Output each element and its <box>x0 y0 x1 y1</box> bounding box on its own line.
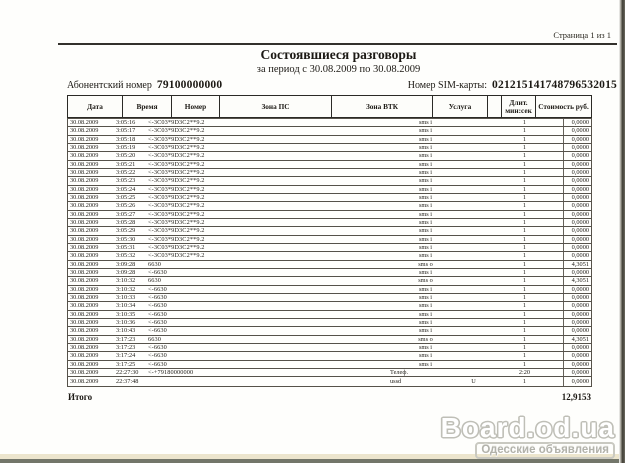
cell-service: sms i <box>418 119 433 127</box>
cell-service: sms i <box>418 243 433 251</box>
table-row <box>68 144 591 152</box>
table-row <box>68 219 591 227</box>
table-header-row <box>67 95 592 118</box>
cell-duration: 1 <box>522 160 527 168</box>
table-row <box>68 352 591 360</box>
table-row <box>68 202 591 210</box>
cell-time: 3:05:29 <box>116 227 136 235</box>
cell-number: 6630 <box>148 335 161 343</box>
cell-service: sms o <box>418 277 433 285</box>
cell-time: 3:05:18 <box>116 135 136 143</box>
column-header <box>488 96 502 117</box>
cell-time: 3:05:22 <box>116 168 136 176</box>
page-number-label: Страница 1 из 1 <box>553 30 611 40</box>
cell-cost: 0,0000 <box>563 169 591 176</box>
cell-service: sms i <box>418 193 433 201</box>
table-row <box>68 286 591 294</box>
column-header: Зона ПС <box>220 96 332 117</box>
cell-duration: 1 <box>522 227 527 235</box>
cell-service: sms i <box>418 235 433 243</box>
cell-number: <-3C03*9D3C2**9.2 <box>148 243 205 251</box>
cell-service: sms i <box>418 202 433 210</box>
cell-cost: 0,0000 <box>563 252 591 259</box>
table-row <box>68 177 591 185</box>
cell-cost: 0,0000 <box>563 327 591 334</box>
cell-cost: 0,0000 <box>563 236 591 243</box>
cell-cost: 0,0000 <box>563 369 591 376</box>
cell-time: 3:09:28 <box>116 260 136 268</box>
table-row <box>68 169 591 177</box>
cell-time: 22:27:30 <box>116 368 139 376</box>
table-row <box>68 186 591 194</box>
cell-number: 6630 <box>148 277 161 285</box>
cell-number: <-3C03*9D3C2**9.2 <box>148 185 205 193</box>
cell-time: 3:05:30 <box>116 235 136 243</box>
table-row <box>68 369 591 377</box>
cell-duration: 1 <box>522 252 527 260</box>
cell-date: 30.08.2009 <box>70 168 99 176</box>
cell-service: sms i <box>418 144 433 151</box>
cell-cost: 0,0000 <box>563 286 591 293</box>
cell-service: sms i <box>418 327 433 335</box>
table-row <box>68 377 591 385</box>
cell-date: 30.08.2009 <box>70 368 99 376</box>
cell-number: <-6630 <box>148 268 167 276</box>
report-period: за период с 30.08.2009 по 30.08.2009 <box>256 64 421 75</box>
cell-cost: 4,3051 <box>563 277 591 284</box>
cell-date: 30.08.2009 <box>70 193 99 201</box>
cell-flag: U <box>471 377 476 385</box>
cell-duration: 1 <box>522 327 527 335</box>
cell-cost: 0,0000 <box>563 202 591 209</box>
cell-duration: 1 <box>522 343 527 351</box>
cell-date: 30.08.2009 <box>70 119 99 127</box>
cell-duration: 1 <box>522 144 527 151</box>
cell-cost: 0,0000 <box>563 177 591 184</box>
table-row <box>68 319 591 327</box>
cell-date: 30.08.2009 <box>70 185 99 193</box>
cell-service: sms i <box>418 310 433 318</box>
cell-time: 3:05:28 <box>116 218 136 226</box>
cell-date: 30.08.2009 <box>70 177 99 185</box>
cell-time: 3:17:23 <box>116 343 136 351</box>
cell-date: 30.08.2009 <box>70 360 99 368</box>
cell-cost: 0,0000 <box>563 269 591 276</box>
cell-date: 30.08.2009 <box>70 260 99 268</box>
cell-duration: 1 <box>522 260 527 268</box>
table-row <box>68 119 591 127</box>
cell-time: 3:05:16 <box>116 119 136 127</box>
cell-number: <-3C03*9D3C2**9.2 <box>148 144 205 151</box>
subscriber-number <box>67 79 222 91</box>
cell-time: 3:10:36 <box>116 318 136 326</box>
column-header: Зона ВТК <box>332 96 433 117</box>
cell-cost: 4,3051 <box>563 261 591 268</box>
sim-number-label: Номер SIM-карты: <box>407 80 488 91</box>
cell-number: <-3C03*9D3C2**9.2 <box>148 252 205 260</box>
cell-number: <-6630 <box>148 343 167 351</box>
cell-date: 30.08.2009 <box>70 144 99 151</box>
cell-time: 3:05:32 <box>116 252 136 260</box>
cell-duration: 1 <box>522 335 527 343</box>
table-row <box>68 236 591 244</box>
cell-cost: 0,0000 <box>563 152 591 159</box>
table-row <box>68 244 591 252</box>
subscriber-number-label: Абонентский номер <box>67 80 152 91</box>
cell-duration: 1 <box>522 318 527 326</box>
cell-number: <-6630 <box>148 318 167 326</box>
cell-cost: 0,0000 <box>563 194 591 201</box>
cell-time: 3:10:32 <box>116 277 136 285</box>
cell-date: 30.08.2009 <box>70 310 99 318</box>
account-line <box>67 79 617 91</box>
cell-cost: 0,0000 <box>563 136 591 143</box>
cell-duration: 1 <box>522 119 527 127</box>
table-row <box>68 361 591 369</box>
cell-cost: 0,0000 <box>563 119 591 126</box>
cell-time: 3:05:20 <box>116 152 136 160</box>
cell-number: <-6630 <box>148 310 167 318</box>
cell-time: 3:05:21 <box>116 160 136 168</box>
cell-number: <-6630 <box>148 293 167 301</box>
cell-cost: 0,0000 <box>563 311 591 318</box>
cell-cost: 0,0000 <box>563 377 591 385</box>
cell-service: Телеф. <box>390 368 409 376</box>
cell-duration: 1 <box>522 285 527 293</box>
cell-number: <-6630 <box>148 302 167 310</box>
total-value: 12,9153 <box>561 392 591 402</box>
cell-time: 3:05:17 <box>116 127 136 135</box>
table-row <box>68 161 591 169</box>
subscriber-number-value: 79100000000 <box>156 79 223 91</box>
cell-number: <-3C03*9D3C2**9.2 <box>148 177 205 185</box>
cell-service: sms i <box>418 135 433 143</box>
cell-number: <-6630 <box>148 327 167 335</box>
cell-duration: 1 <box>522 352 527 360</box>
sim-number-value: 021215141748796532015 <box>492 79 617 91</box>
cell-date: 30.08.2009 <box>70 135 99 143</box>
table-row <box>68 261 591 269</box>
cell-date: 30.08.2009 <box>70 318 99 326</box>
cell-time: 3:10:32 <box>116 285 136 293</box>
cell-date: 30.08.2009 <box>70 285 99 293</box>
cell-number: <-3C03*9D3C2**9.2 <box>148 119 205 127</box>
cell-duration: 1 <box>522 168 527 176</box>
table-row <box>68 269 591 277</box>
cell-time: 3:05:24 <box>116 185 136 193</box>
table-row <box>68 152 591 160</box>
cell-time: 3:10:33 <box>116 293 136 301</box>
table-row <box>68 294 591 302</box>
cell-duration: 1 <box>522 152 527 160</box>
cell-duration: 1 <box>522 193 527 201</box>
table-row <box>68 227 591 235</box>
cell-date: 30.08.2009 <box>70 227 99 235</box>
cell-cost: 4,3051 <box>563 336 591 343</box>
cell-time: 3:05:23 <box>116 177 136 185</box>
cell-cost: 0,0000 <box>563 144 591 151</box>
cell-cost: 0,0000 <box>563 302 591 309</box>
cell-duration: 1 <box>522 185 527 193</box>
table-row <box>68 277 591 285</box>
cell-service: sms i <box>418 127 433 135</box>
cell-number: <-3C03*9D3C2**9.2 <box>148 235 205 243</box>
cell-duration: 1 <box>522 177 527 185</box>
cell-number: <-3C03*9D3C2**9.2 <box>148 202 205 210</box>
table-row <box>68 194 591 202</box>
watermark-site-logo: Board.od.ua <box>440 412 615 443</box>
column-header: Услуга <box>433 96 488 117</box>
table-row <box>68 136 591 144</box>
cell-date: 30.08.2009 <box>70 335 99 343</box>
cell-service: sms i <box>418 185 433 193</box>
table-row <box>68 344 591 352</box>
cell-date: 30.08.2009 <box>70 218 99 226</box>
cell-cost: 0,0000 <box>563 219 591 226</box>
cell-date: 30.08.2009 <box>70 243 99 251</box>
cell-time: 3:05:26 <box>116 202 136 210</box>
cell-number: <-3C03*9D3C2**9.2 <box>148 135 205 143</box>
cell-date: 30.08.2009 <box>70 210 99 218</box>
cell-date: 30.08.2009 <box>70 377 99 385</box>
cell-duration: 2:20 <box>518 368 531 376</box>
cell-time: 3:10:43 <box>116 327 136 335</box>
cell-number: <-3C03*9D3C2**9.2 <box>148 168 205 176</box>
cell-cost: 0,0000 <box>563 227 591 234</box>
cell-time: 3:17:24 <box>116 352 136 360</box>
cell-service: sms i <box>418 168 433 176</box>
cell-service: sms o <box>418 260 433 268</box>
call-table-body <box>67 118 592 387</box>
column-header: Дата <box>68 96 123 117</box>
cell-number: <-3C03*9D3C2**9.2 <box>148 160 205 168</box>
cell-date: 30.08.2009 <box>70 352 99 360</box>
cell-duration: 1 <box>522 235 527 243</box>
cell-time: 3:17:23 <box>116 335 136 343</box>
cell-time: 3:05:31 <box>116 243 136 251</box>
total-label: Итого <box>68 392 93 402</box>
cell-date: 30.08.2009 <box>70 252 99 260</box>
cell-service: sms i <box>418 318 433 326</box>
cell-duration: 1 <box>522 202 527 210</box>
cell-date: 30.08.2009 <box>70 268 99 276</box>
cell-cost: 0,0000 <box>563 352 591 359</box>
cell-service: sms i <box>418 218 433 226</box>
cell-time: 3:10:35 <box>116 310 136 318</box>
cell-service: sms i <box>418 160 433 168</box>
cell-cost: 0,0000 <box>563 211 591 218</box>
cell-cost: 0,0000 <box>563 319 591 326</box>
cell-duration: 1 <box>522 377 527 385</box>
cell-number: <-6630 <box>148 360 167 368</box>
table-row <box>68 211 591 219</box>
table-row <box>68 327 591 335</box>
cell-time: 3:05:19 <box>116 144 136 151</box>
cell-service: sms i <box>418 177 433 185</box>
cell-date: 30.08.2009 <box>70 293 99 301</box>
table-row <box>68 127 591 135</box>
cell-date: 30.08.2009 <box>70 302 99 310</box>
cell-service: ussd <box>390 377 402 385</box>
cell-service: sms i <box>418 293 433 301</box>
header-rule <box>58 43 617 45</box>
cell-time: 3:09:28 <box>116 268 136 276</box>
cell-duration: 1 <box>522 218 527 226</box>
cell-duration: 1 <box>522 243 527 251</box>
total-line <box>68 392 591 402</box>
cell-number: <-+79180000000 <box>148 368 194 376</box>
cell-duration: 1 <box>522 277 527 285</box>
cell-duration: 1 <box>522 293 527 301</box>
cell-service: sms i <box>418 343 433 351</box>
column-header: Стоимость руб. <box>538 101 589 111</box>
report-title: Состоявшиеся разговоры <box>260 47 417 62</box>
cell-duration: 1 <box>522 302 527 310</box>
sim-number <box>408 79 617 91</box>
cell-date: 30.08.2009 <box>70 277 99 285</box>
scan-right-edge <box>619 0 625 463</box>
cell-service: sms i <box>418 360 433 368</box>
cell-number: 6630 <box>148 260 161 268</box>
cell-duration: 1 <box>522 360 527 368</box>
column-header: Длит. мин:сек <box>502 96 536 117</box>
table-row <box>68 336 591 344</box>
cell-number: <-3C03*9D3C2**9.2 <box>148 193 205 201</box>
cell-cost: 0,0000 <box>563 127 591 134</box>
cell-number: <-3C03*9D3C2**9.2 <box>148 227 205 235</box>
cell-duration: 1 <box>522 135 527 143</box>
cell-time: 22:37:48 <box>116 377 139 385</box>
cell-service: sms i <box>418 152 433 160</box>
table-row <box>68 311 591 319</box>
cell-time: 3:05:25 <box>116 193 136 201</box>
cell-cost: 0,0000 <box>563 294 591 301</box>
cell-service: sms i <box>418 268 433 276</box>
cell-service: sms i <box>418 352 433 360</box>
cell-time: 3:10:34 <box>116 302 136 310</box>
cell-duration: 1 <box>522 310 527 318</box>
cell-time: 3:17:25 <box>116 360 136 368</box>
cell-cost: 0,0000 <box>563 161 591 168</box>
cell-number: <-3C03*9D3C2**9.2 <box>148 218 205 226</box>
cell-cost: 0,0000 <box>563 361 591 368</box>
table-row <box>68 302 591 310</box>
cell-number: <-6630 <box>148 352 167 360</box>
column-header: Номер <box>172 96 220 117</box>
cell-service: sms i <box>418 227 433 235</box>
cell-date: 30.08.2009 <box>70 327 99 335</box>
cell-cost: 0,0000 <box>563 244 591 251</box>
cell-number: <-6630 <box>148 285 167 293</box>
cell-date: 30.08.2009 <box>70 160 99 168</box>
cell-date: 30.08.2009 <box>70 235 99 243</box>
cell-duration: 1 <box>522 268 527 276</box>
cell-date: 30.08.2009 <box>70 202 99 210</box>
cell-date: 30.08.2009 <box>70 152 99 160</box>
cell-duration: 1 <box>522 210 527 218</box>
cell-number: <-3C03*9D3C2**9.2 <box>148 152 205 160</box>
watermark-tagline: Одесские объявления <box>475 442 615 459</box>
table-row <box>68 252 591 260</box>
cell-service: sms i <box>418 302 433 310</box>
cell-date: 30.08.2009 <box>70 343 99 351</box>
cell-number: <-3C03*9D3C2**9.2 <box>148 210 205 218</box>
cell-service: sms i <box>418 210 433 218</box>
column-header: Время <box>123 96 172 117</box>
cell-duration: 1 <box>522 127 527 135</box>
cell-date: 30.08.2009 <box>70 127 99 135</box>
cell-service: sms i <box>418 285 433 293</box>
cell-time: 3:05:27 <box>116 210 136 218</box>
cell-number: <-3C03*9D3C2**9.2 <box>148 127 205 135</box>
cell-cost: 0,0000 <box>563 344 591 351</box>
cell-service: sms i <box>418 252 433 260</box>
cell-service: sms o <box>418 335 433 343</box>
cell-cost: 0,0000 <box>563 186 591 193</box>
